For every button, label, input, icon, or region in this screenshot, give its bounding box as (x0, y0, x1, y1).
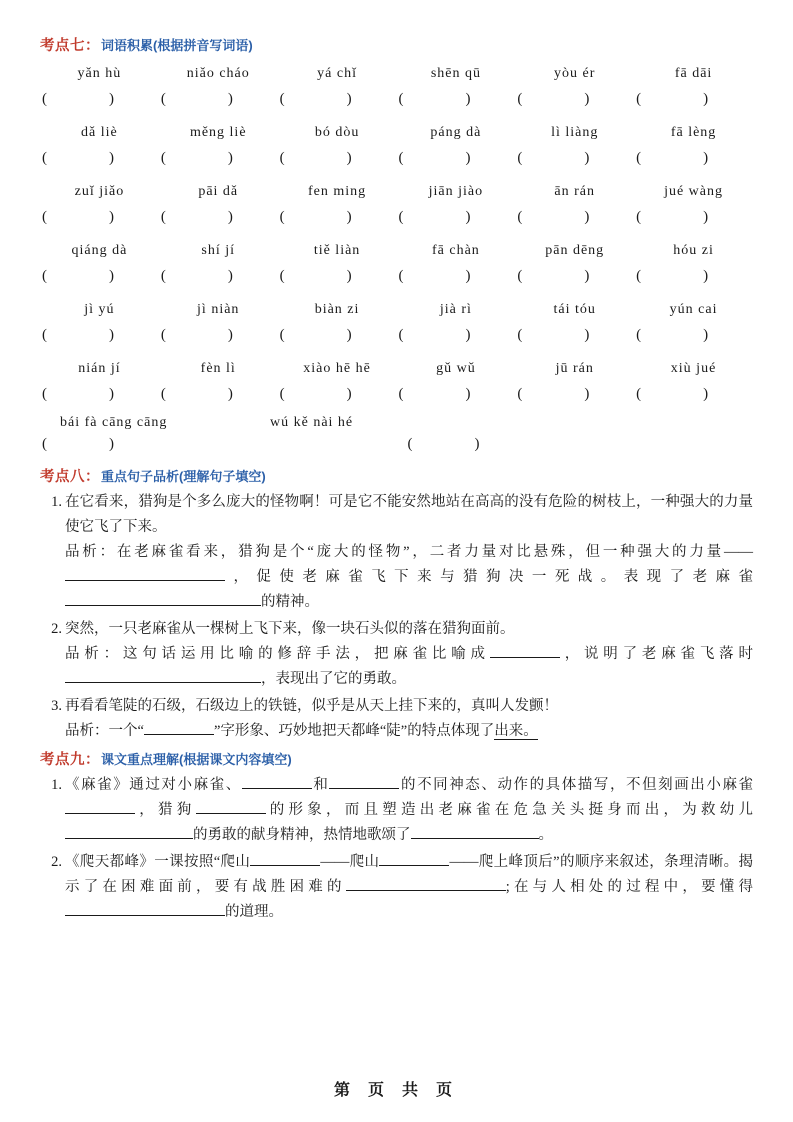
page-footer: 第 页 共 页 (333, 1082, 459, 1099)
pinyin-cell: fèn lì (200, 361, 236, 376)
analysis-prefix: 品析：一个“ (65, 723, 144, 739)
answer-blank[interactable]: ( ) (42, 386, 114, 402)
answer-blank[interactable]: ( ) (279, 327, 352, 343)
answer-blank[interactable]: ( ) (279, 150, 352, 166)
text-part: 。 (538, 827, 553, 843)
fill-blank[interactable] (242, 788, 312, 789)
section-seven-subtitle: 词语积累(根据拼音写词语) (101, 38, 253, 53)
answer-blank[interactable]: ( ) (636, 209, 709, 225)
answer-blank[interactable]: ( ) (517, 386, 590, 402)
answer-row (40, 322, 753, 348)
list-item (40, 773, 753, 848)
analysis-prefix: 品析：在老麻雀看来，猎狗是个“庞大的怪物”，二者力量对比悬殊，但一种强大的力量—— (65, 544, 753, 560)
pinyin-cell: fā lèng (670, 125, 717, 140)
item-number: 1. (51, 494, 62, 510)
answer-blank[interactable]: ( ) (160, 327, 233, 343)
answer-blank[interactable]: ( ) (636, 386, 709, 402)
pinyin-cell: wú kě nài hé (270, 415, 354, 430)
text-part: 和 (311, 777, 330, 793)
pinyin-cell: qiáng dà (71, 243, 128, 258)
answer-blank[interactable]: ( ) (42, 327, 114, 343)
answer-blank[interactable]: ( ) (279, 386, 352, 402)
pinyin-cell: páng dà (430, 125, 482, 140)
answer-blank[interactable]: ( ) (160, 209, 233, 225)
answer-blank[interactable]: ( ) (398, 209, 471, 225)
text-part: 的不同神态、动作的具体描写，不但刻画出小麻雀 (399, 777, 754, 793)
item-number: 2. (51, 854, 62, 870)
analysis-mid: ”字形象、巧妙地把天都峰“陡”的特点体现了 (213, 723, 495, 739)
analysis-prefix: 品析：这句话运用比喻的修辞手法，把麻雀比喻成 (65, 646, 490, 662)
pinyin-cell: jū rán (555, 361, 594, 376)
answer-blank[interactable]: ( ) (42, 436, 114, 452)
pinyin-cell: shí jí (201, 243, 236, 258)
pinyin-cell: jué wàng (664, 184, 724, 199)
pinyin-row (40, 179, 753, 204)
pinyin-cell: dǎ liè (81, 125, 118, 140)
pinyin-cell: tái tóu (553, 302, 596, 317)
pinyin-cell: biàn zi (314, 302, 360, 317)
pinyin-cell: pāi dǎ (198, 184, 239, 199)
answer-blank[interactable]: ( ) (42, 91, 114, 107)
section-eight-title: 考点八： (40, 469, 100, 485)
answer-blank[interactable]: ( ) (636, 91, 709, 107)
pinyin-row (40, 356, 753, 381)
fill-blank[interactable] (65, 605, 261, 606)
pinyin-row (40, 297, 753, 322)
pinyin-cell: jiān jiào (428, 184, 484, 199)
text-part: ，猎狗 (135, 802, 196, 818)
pinyin-cell: fā dāi (674, 66, 713, 81)
item-body (65, 617, 753, 692)
list-item (40, 490, 753, 615)
pinyin-row (40, 120, 753, 145)
answer-blank[interactable]: ( ) (398, 268, 471, 284)
section-heading-nine (40, 748, 753, 769)
answer-blank[interactable]: ( ) (279, 91, 352, 107)
text-part: 《爬天都峰》一课按照“爬山 (65, 854, 251, 870)
answer-row (40, 145, 753, 171)
text-part: 《麻雀》通过对小麻雀、 (65, 777, 242, 793)
answer-row (40, 204, 753, 230)
text-part: 的道理。 (225, 904, 283, 920)
analysis-text (65, 540, 753, 615)
section-nine-title: 考点九： (40, 752, 100, 768)
answer-row (40, 86, 753, 112)
answer-blank[interactable]: ( ) (517, 150, 590, 166)
pinyin-cell: niǎo cháo (186, 66, 250, 81)
answer-blank[interactable]: ( ) (279, 268, 352, 284)
pinyin-cell: shēn qū (430, 66, 481, 81)
answer-blank[interactable]: ( ) (517, 91, 590, 107)
section-eight-subtitle: 重点句子品析(理解句子填空) (101, 469, 266, 484)
pinyin-cell: lì liàng (551, 125, 599, 140)
fill-blank[interactable] (346, 890, 506, 891)
answer-blank[interactable]: ( ) (517, 268, 590, 284)
analysis-suffix: 出来。 (494, 723, 538, 739)
answer-blank[interactable]: ( ) (398, 386, 471, 402)
pinyin-cell: xiào hē hē (303, 361, 371, 376)
fill-blank[interactable] (65, 580, 225, 581)
list-item (40, 850, 753, 925)
answer-blank[interactable]: ( ) (160, 91, 233, 107)
fill-blank[interactable] (65, 682, 261, 683)
quote-text: 再看看笔陡的石级，石级边上的铁链，似乎是从天上挂下来的，真叫人发颤！ (65, 698, 558, 714)
section-heading-seven (40, 34, 753, 55)
pinyin-cell: jià rì (439, 302, 472, 317)
item-body (65, 490, 753, 615)
answer-blank[interactable]: ( ) (398, 150, 471, 166)
answer-blank[interactable]: ( ) (398, 91, 471, 107)
section-seven-title: 考点七： (40, 38, 100, 54)
pinyin-cell: xiù jué (670, 361, 717, 376)
quote-text: 在它看来，猎狗是个多么庞大的怪物啊！可是它不能安然地站在高高的没有危险的树枝上，一种强大的力量使它飞了下来。 (65, 494, 753, 535)
answer-blank[interactable]: ( ) (636, 268, 709, 284)
pinyin-cell: yǎn hù (77, 66, 122, 81)
section-nine-subtitle: 课文重点理解(根据课文内容填空) (101, 752, 292, 767)
pinyin-cell: jì yú (84, 302, 115, 317)
pinyin-cell: tiě liàn (313, 243, 361, 258)
pinyin-row (40, 415, 753, 431)
answer-row (40, 263, 753, 289)
item-body (65, 694, 753, 744)
sentence-analysis-list (40, 490, 753, 744)
item-body (65, 773, 753, 848)
pinyin-cell: fā chàn (431, 243, 480, 258)
pinyin-cell: měng liè (189, 125, 247, 140)
text-part: 的勇敢的献身精神，热情地歌颂了 (193, 827, 411, 843)
text-part: ;在与人相处的过程中，要懂得 (505, 879, 754, 895)
answer-blank[interactable]: ( ) (42, 209, 114, 225)
item-number: 2. (51, 621, 62, 637)
section-heading-eight (40, 465, 753, 486)
pinyin-cell: pān dēng (545, 243, 605, 258)
answer-blank[interactable]: ( ) (160, 386, 233, 402)
pinyin-cell: hóu zi (673, 243, 714, 258)
pinyin-cell: nián jí (78, 361, 121, 376)
fill-blank[interactable] (379, 865, 449, 866)
pinyin-cell: yún cai (669, 302, 718, 317)
pinyin-cell: gǔ wǔ (436, 361, 476, 376)
pinyin-cell: yá chǐ (317, 66, 357, 81)
pinyin-exercise-table (40, 61, 753, 457)
pinyin-row (40, 238, 753, 263)
pinyin-cell: yòu ér (554, 66, 596, 81)
answer-blank[interactable]: ( ) (398, 327, 471, 343)
text-part: ——爬上峰顶后”的顺序来叙述，条理清晰。揭示了在困难面前，要有战胜困难的 (65, 854, 753, 895)
fill-blank[interactable] (329, 788, 399, 789)
pinyin-cell: bái fà cāng cāng (60, 415, 168, 430)
item-number: 3. (51, 698, 62, 714)
answer-blank[interactable]: ( ) (160, 268, 233, 284)
answer-blank[interactable]: ( ) (279, 209, 352, 225)
pinyin-cell: jì niàn (197, 302, 240, 317)
quote-text: 突然，一只老麻雀从一棵树上飞下来，像一块石头似的落在猎狗面前。 (65, 621, 515, 637)
answer-blank[interactable]: ( ) (160, 150, 233, 166)
pinyin-cell: ān rán (554, 184, 596, 199)
answer-blank[interactable]: ( ) (517, 327, 590, 343)
item-number: 1. (51, 777, 62, 793)
analysis-text (65, 642, 753, 692)
text-comprehension-list (40, 773, 753, 925)
answer-blank[interactable]: ( ) (636, 327, 709, 343)
pinyin-cell: zuǐ jiǎo (74, 184, 125, 199)
list-item (40, 694, 753, 744)
answer-row (40, 381, 753, 407)
fill-blank[interactable] (65, 838, 193, 839)
pinyin-cell: bó dòu (314, 125, 360, 140)
fill-blank[interactable] (196, 813, 266, 814)
fill-blank[interactable] (490, 657, 560, 658)
answer-blank[interactable]: ( ) (636, 150, 709, 166)
item-body (65, 850, 753, 925)
analysis-text (65, 719, 753, 744)
fill-blank[interactable] (250, 865, 320, 866)
fill-blank[interactable] (144, 734, 214, 735)
fill-blank[interactable] (65, 813, 135, 814)
answer-blank[interactable]: ( ) (517, 209, 590, 225)
text-part: 的形象，而且塑造出老麻雀在危急关头挺身而出，为救幼儿 (265, 802, 753, 818)
answer-blank[interactable]: ( ) (42, 268, 114, 284)
pinyin-row (40, 61, 753, 86)
answer-blank[interactable]: ( ) (407, 436, 480, 452)
text-part: ——爬山 (320, 854, 380, 870)
pinyin-cell: fen ming (307, 184, 367, 199)
analysis-suffix: ，表现出了它的勇敢。 (261, 671, 406, 687)
fill-blank[interactable] (411, 838, 539, 839)
fill-blank[interactable] (65, 915, 225, 916)
analysis-suffix: 的精神。 (261, 594, 319, 610)
analysis-mid: ，说明了老麻雀飞落时 (559, 646, 753, 662)
list-item (40, 617, 753, 692)
answer-blank[interactable]: ( ) (42, 150, 114, 166)
answer-row (40, 431, 753, 457)
analysis-mid: ，促使老麻雀飞下来与猎狗决一死战。表现了老麻雀 (225, 569, 753, 585)
